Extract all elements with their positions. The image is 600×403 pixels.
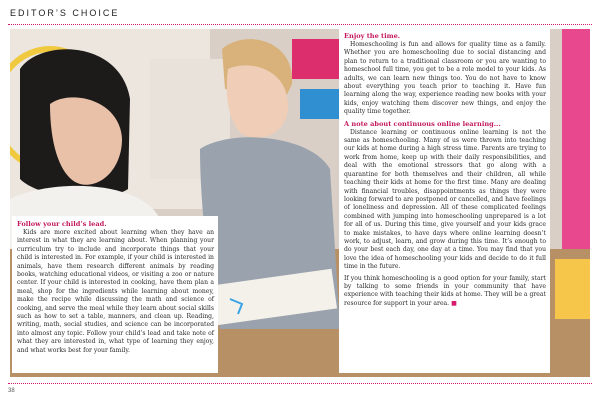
photo-pink-block bbox=[292, 39, 340, 79]
photo-yellow-toy bbox=[555, 259, 590, 319]
photo-pink-shelf bbox=[562, 29, 590, 249]
left-body: Kids are more excited about learning when they have an interest in what they are learning about. When planning your curriculum try to include and incorporate things that your child is interested in. For example, if your child is interested in animals, have them research different animals by reading books, watching educational videos, or visiting a zoo or nature center. If your child is interested in cooking, have them plan a meal, shop for the ingredients while learning about money, make the recipe while discussing the math and science of cooking, and serve the meal while they learn about social skills such as how to set a table, manners, and clean up. Reading, writing, math, social studies, and science can be incorporated into almost any topic. Follow your child’s lead and take note of what they are interested in, what type of learning they enjoy, and what works best for your family. bbox=[17, 229, 214, 354]
left-heading: Follow your child’s lead. bbox=[17, 220, 107, 228]
section-title: EDITOR’S CHOICE bbox=[10, 8, 120, 18]
right-body-1: Homeschooling is fun and allows for quality time as a family. Whether you are homeschooling due to social distancing and plan to return to a traditional classroom or you are wanting to homeschool full time, you get to be a role model to your kids. As adults, we can learn new things too. You do not have to know about everything you teach prior to teaching it. Have fun learning along the way, experience reading new books with your kids, enjoy watching them discover new things, and enjoy the quality time together. bbox=[344, 41, 546, 116]
page-number: 38 bbox=[8, 388, 15, 394]
footer-divider bbox=[8, 383, 592, 384]
right-text-panel bbox=[339, 29, 550, 373]
right-heading-2: A note about continuous online learning... bbox=[344, 119, 501, 128]
left-text-panel bbox=[12, 216, 218, 373]
right-heading-1: Enjoy the time. bbox=[344, 32, 401, 40]
header-divider bbox=[8, 24, 592, 25]
end-mark-icon: ■ bbox=[451, 299, 457, 307]
right-body-3-container bbox=[344, 275, 546, 309]
page-header bbox=[0, 0, 600, 26]
photo-blue-block bbox=[300, 89, 340, 119]
right-body-3: If you think homeschooling is a good option for your family, start by talking to some friends in your community that have experience with teaching their kids at home. They will be a great resource for support in your area. bbox=[344, 274, 546, 307]
right-body-2: Distance learning or continuous online learning is not the same as homeschooling. Many of us were thrown into teaching our kids at home during a high stress time. Parents are trying to work from home, keep up with their daily responsibilities, and deal with the emotional stressors that go along with a quarantine for both themselves and their children, all while teaching their kids at home for the first time. Many are dealing with financial troubles, disappointments as things they were looking forward to are postponed or cancelled, and have feelings of loneliness and depression. All of these complicated feelings combined with jumping into homeschooling unprepared is a lot for all of us. During this time, give yourself and your kids grace to make mistakes, to have days where online learning doesn’t work, to adjust, learn, and grow during this time. It’s enough to do your best each day, one day at a time. You may find that you love the idea of homeschooling your kids and decide to do it full time in the future. bbox=[344, 128, 546, 271]
